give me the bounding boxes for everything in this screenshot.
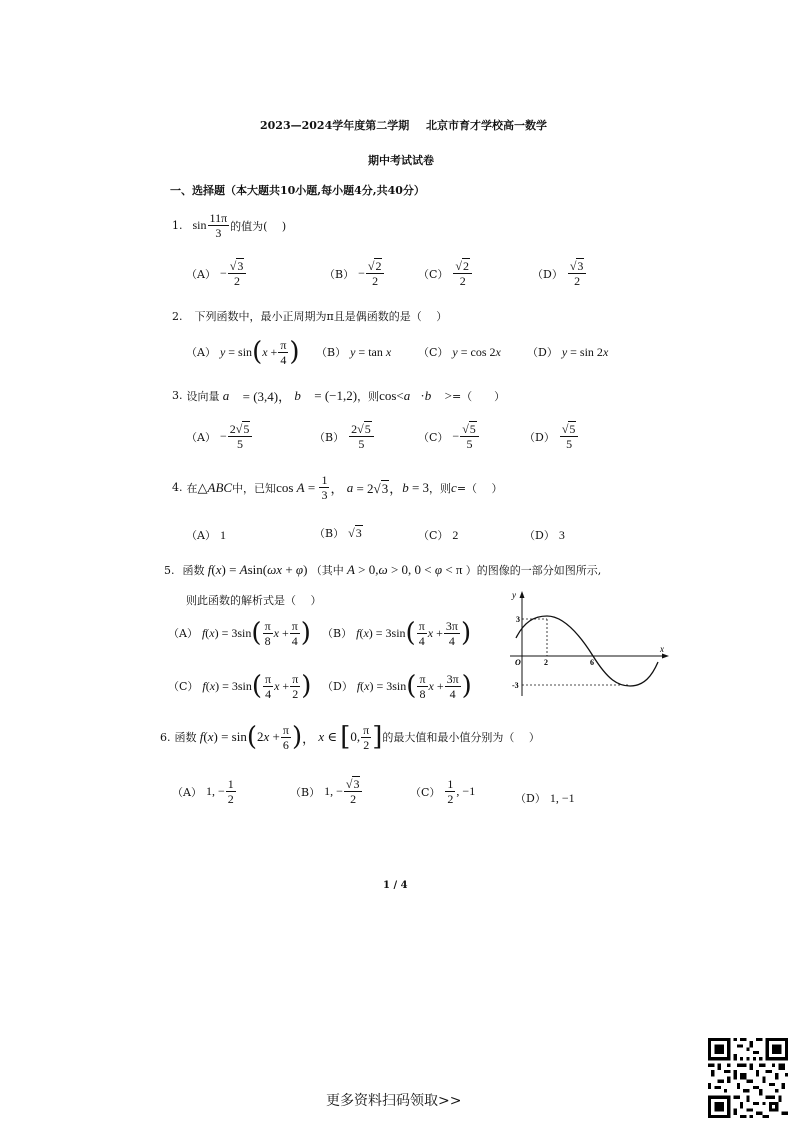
q6-option-b[interactable]: （B） 1, − $\frac{√3}{2}$: [290, 778, 363, 805]
option-label: （D）: [524, 529, 555, 542]
q4-option-a[interactable]: [186, 527, 226, 543]
question-2: [172, 308, 447, 324]
q5-option-a[interactable]: （A） f ( x ) = 3sin ( $\frac{\pi}{8}$ x + $\frac{\pi}{4}$ ): [168, 618, 311, 648]
option-label: （A）: [186, 529, 216, 542]
option-label: （A）: [186, 430, 216, 444]
question-number: 3.: [172, 389, 183, 402]
q2-option-a[interactable]: （A） y = sin ( x + $\frac{\pi}{4}$ ): [186, 337, 300, 367]
option-label: （B）: [290, 785, 321, 799]
option-label: （B）: [314, 430, 345, 444]
option-label: （C）: [418, 430, 449, 444]
option-label: （A）: [172, 785, 202, 799]
question-4: 4. 在 △ ABC 中，已知 cos A = $\frac{1}{3}$ ， a = 2√3， b = 3 ，则 c =（ ）: [172, 473, 503, 502]
q5-option-b[interactable]: （B） f ( x ) = 3sin ( $\frac{\pi}{4}$ x + $\frac{3\pi}{4}$ ): [322, 618, 472, 648]
q6-option-a[interactable]: （A） 1, − $\frac{1}{2}$: [172, 777, 234, 806]
option-value: 3: [558, 527, 565, 542]
x-axis-label: x: [660, 644, 664, 654]
option-label: （D）: [524, 430, 555, 444]
question-stem-tail: =（ ）: [456, 481, 503, 495]
q3-option-d[interactable]: （D） $\frac{√5}{5}$: [524, 423, 579, 450]
option-label: （A）: [168, 627, 198, 640]
option-label: （B）: [314, 527, 345, 540]
y-axis-arrow: [520, 591, 525, 598]
x-axis-arrow: [662, 654, 669, 659]
question-1: [172, 212, 286, 239]
question-stem-tail: =（ ）: [451, 389, 506, 403]
question-stem: 函数: [174, 731, 197, 744]
exam-subtitle: 期中考试试卷: [368, 154, 434, 167]
page-number: 1 / 4: [383, 880, 408, 891]
sine-graph: [500, 588, 672, 700]
option-label: （C）: [410, 785, 441, 799]
option-label: （A）: [186, 346, 216, 359]
question-stem: 的值为( ): [230, 219, 287, 233]
q4-option-b[interactable]: （B） √3: [314, 525, 362, 540]
school-title: 北京市育才学校高一数学: [426, 119, 547, 132]
tick-label-x1: 2: [544, 658, 548, 667]
tick-label-x2: 6: [590, 658, 594, 667]
exam-year-title: 2023—2024学年度第二学期: [260, 119, 410, 132]
option-label: （D）: [322, 680, 353, 693]
question-number: 2.: [172, 309, 183, 323]
sine-curve: [516, 616, 658, 686]
q2-option-b[interactable]: （B） y = tan x: [316, 344, 392, 359]
option-label: （C）: [418, 529, 449, 542]
q3-option-a[interactable]: （A） − $\frac{2√5}{5}$: [186, 423, 253, 450]
math-expression: sin: [192, 218, 207, 232]
question-stem: 中，已知: [232, 481, 277, 495]
q5-option-c[interactable]: （C） f ( x ) = 3sin ( $\frac{\pi}{4}$ x + $\frac{\pi}{2}$ ): [168, 671, 312, 701]
option-label: （D）: [532, 267, 563, 281]
question-5: 5. 函数 f ( x ) = A sin( ωx + φ ) （其中 A > 0, ω > 0, 0 < φ < π ）的图像的一部分如图所示,: [164, 562, 602, 577]
q6-option-c[interactable]: （C） $\frac{1}{2}$ , −1: [410, 777, 476, 806]
q2-option-d[interactable]: （D） y = sin 2 x: [527, 344, 609, 359]
section-heading: 一、选择题（本大题共10小题,每小题4分,共40分）: [170, 184, 425, 197]
option-value: 1: [219, 527, 226, 542]
question-3: 3. 设向量 a⃗ = (3,4)， b⃗ = (−1,2) ，则 cos< a⃗ · b⃗ > =（ ）: [172, 387, 506, 404]
question-stem-tail: 的最大值和最小值分别为（ ）: [382, 731, 540, 744]
footer-more-resources[interactable]: 更多资料扫码领取>>: [326, 1093, 462, 1109]
question-stem: 在: [186, 481, 198, 495]
option-label: （C）: [168, 680, 199, 693]
question-number: 4.: [172, 481, 183, 494]
qr-code[interactable]: [708, 1038, 788, 1118]
tick-label-y-top: 3: [516, 615, 520, 624]
math-expression: $\frac{11\pi}{3}$: [209, 211, 228, 240]
option-label: （B）: [324, 267, 355, 281]
option-label: （D）: [527, 346, 558, 359]
q4-option-d[interactable]: [524, 527, 565, 543]
option-label: （A）: [186, 267, 216, 281]
q2-option-c[interactable]: （C） y = cos 2 x: [418, 344, 501, 359]
question-stem: 下列函数中，最小正周期为π且是偶函数的是（ ）: [194, 310, 448, 323]
question-stem-tail: ）的图像的一部分如图所示,: [465, 564, 602, 577]
q1-option-d[interactable]: （D） $\frac{√3}{2}$: [532, 260, 587, 287]
option-value: 2: [452, 527, 459, 542]
q5-option-d[interactable]: （D） f ( x ) = 3sin ( $\frac{\pi}{8}$ x + $\frac{3\pi}{4}$ ): [322, 671, 472, 701]
q4-option-c[interactable]: [418, 527, 458, 543]
question-6: 6. 函数 f ( x ) = sin ( 2 x + $\frac{\pi}{6}$ ) ， x ∈ [ 0, $\frac{\pi}{2}$ ] 的最大值和最小值分别为（ ）: [160, 722, 540, 752]
y-axis-label: y: [512, 590, 516, 600]
tick-label-y-bottom: -3: [512, 681, 519, 690]
option-label: （B）: [316, 346, 347, 359]
question-stem: 函数: [182, 564, 205, 577]
question-stem: 设向量: [186, 389, 220, 403]
qr-finder-bottom-left: [708, 1096, 730, 1118]
option-label: （C）: [418, 346, 449, 359]
q1-option-c[interactable]: （C） $\frac{√2}{2}$: [418, 260, 473, 287]
question-stem: （其中: [310, 564, 344, 577]
qr-finder-top-left: [708, 1038, 730, 1060]
option-label: （B）: [322, 627, 353, 640]
option-label: （C）: [418, 267, 449, 281]
q6-option-d[interactable]: （D） 1, −1: [515, 790, 575, 805]
question-number: 5.: [164, 563, 175, 577]
qr-finder-top-right: [766, 1038, 788, 1060]
question-number: 6.: [160, 730, 171, 744]
q3-option-c[interactable]: （C） − $\frac{√5}{5}$: [418, 423, 480, 450]
question-5-line2: 则此函数的解析式是（ ）: [186, 594, 322, 607]
question-number: 1.: [172, 219, 183, 232]
option-label: （D）: [515, 792, 546, 805]
q1-option-b[interactable]: （B） − $\frac{√2}{2}$: [324, 260, 385, 287]
q3-option-b[interactable]: （B） $\frac{2√5}{5}$: [314, 423, 375, 450]
q1-option-a[interactable]: （A） − $\frac{√3}{2}$: [186, 260, 247, 287]
origin-label: O: [515, 658, 521, 667]
